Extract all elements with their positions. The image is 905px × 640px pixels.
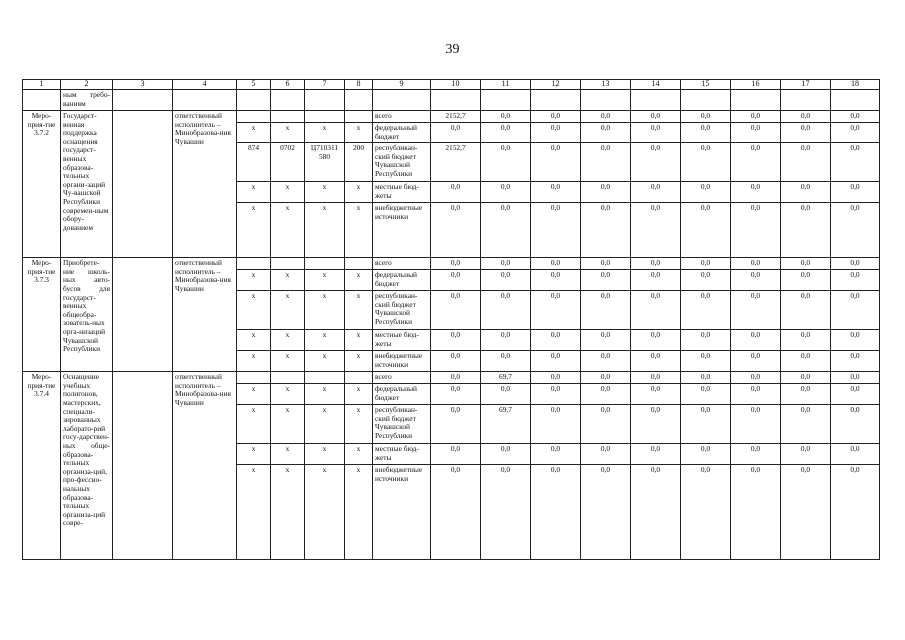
code-cell bbox=[345, 111, 373, 123]
funding-source: федеральный бюджет bbox=[373, 270, 431, 291]
measure-executor: ответственный исполнитель – Минобразова-ния Чувашии bbox=[173, 372, 237, 560]
code-cell: x bbox=[345, 291, 373, 330]
amount-cell: 0,0 bbox=[781, 123, 831, 143]
amount-cell: 0,0 bbox=[481, 291, 531, 330]
measure-name: Приобрете-ние школь-ных авто-бусов для государст-венных общеобра-зователь-ных орга-низаций Чувашской Республики bbox=[61, 258, 113, 372]
amount-cell: 0,0 bbox=[831, 270, 880, 291]
amount-cell: 0,0 bbox=[481, 351, 531, 372]
page-number: 39 bbox=[445, 42, 460, 57]
amount-cell: 0,0 bbox=[531, 270, 581, 291]
amount-cell: 0,0 bbox=[731, 351, 781, 372]
empty-cell bbox=[581, 90, 631, 111]
amount-cell: 0,0 bbox=[831, 384, 880, 405]
amount-cell: 0,0 bbox=[531, 405, 581, 444]
amount-cell: 0,0 bbox=[431, 291, 481, 330]
amount-cell: 0,0 bbox=[681, 465, 731, 560]
table-row bbox=[23, 372, 880, 384]
amount-cell: 0,0 bbox=[481, 123, 531, 143]
table-row bbox=[23, 258, 880, 270]
empty-cell bbox=[271, 90, 305, 111]
amount-cell: 0,0 bbox=[431, 123, 481, 143]
amount-cell: 0,0 bbox=[781, 351, 831, 372]
empty-cell bbox=[113, 111, 173, 258]
amount-cell: 0,0 bbox=[731, 270, 781, 291]
amount-cell: 0,0 bbox=[731, 203, 781, 258]
amount-cell: 0,0 bbox=[431, 203, 481, 258]
funding-source: федеральный бюджет bbox=[373, 123, 431, 143]
code-cell bbox=[237, 111, 271, 123]
funding-source: федеральный бюджет bbox=[373, 384, 431, 405]
funding-source: всего bbox=[373, 111, 431, 123]
code-cell: x bbox=[271, 465, 305, 560]
amount-cell: 0,0 bbox=[831, 330, 880, 351]
column-header: 2 bbox=[61, 80, 113, 90]
amount-cell: 0,0 bbox=[481, 330, 531, 351]
column-header: 13 bbox=[581, 80, 631, 90]
code-cell: x bbox=[305, 330, 345, 351]
funding-source: внебюджетные источники bbox=[373, 351, 431, 372]
empty-cell bbox=[113, 258, 173, 372]
code-cell: x bbox=[305, 405, 345, 444]
amount-cell: 0,0 bbox=[681, 270, 731, 291]
amount-cell: 0,0 bbox=[481, 258, 531, 270]
amount-cell: 0,0 bbox=[781, 270, 831, 291]
code-cell bbox=[305, 111, 345, 123]
code-cell: x bbox=[237, 405, 271, 444]
amount-cell: 0,0 bbox=[581, 123, 631, 143]
amount-cell: 0,0 bbox=[431, 182, 481, 203]
code-cell: x bbox=[345, 182, 373, 203]
amount-cell: 0,0 bbox=[831, 258, 880, 270]
amount-cell: 0,0 bbox=[431, 351, 481, 372]
amount-cell: 0,0 bbox=[531, 444, 581, 465]
amount-cell: 0,0 bbox=[581, 372, 631, 384]
amount-cell: 0,0 bbox=[531, 111, 581, 123]
amount-cell: 0,0 bbox=[731, 465, 781, 560]
code-cell: x bbox=[271, 405, 305, 444]
empty-cell bbox=[431, 90, 481, 111]
amount-cell: 0,0 bbox=[631, 270, 681, 291]
amount-cell: 0,0 bbox=[631, 111, 681, 123]
code-cell: x bbox=[305, 270, 345, 291]
code-cell: x bbox=[345, 384, 373, 405]
code-cell: x bbox=[271, 351, 305, 372]
amount-cell: 0,0 bbox=[531, 384, 581, 405]
measure-name: Оснащение учебных полигонов, мастерских, специали-зированных лаборато-рий госу-дарствен-ных обще-образова-тельных организа-ций, про-фессио-нальных образова-тельных организа-ций совре- bbox=[61, 372, 113, 560]
amount-cell: 0,0 bbox=[681, 203, 731, 258]
code-cell bbox=[305, 372, 345, 384]
amount-cell: 0,0 bbox=[531, 291, 581, 330]
amount-cell: 0,0 bbox=[631, 182, 681, 203]
amount-cell: 0,0 bbox=[531, 123, 581, 143]
code-cell bbox=[271, 372, 305, 384]
amount-cell: 0,0 bbox=[481, 143, 531, 182]
code-cell: x bbox=[305, 203, 345, 258]
amount-cell: 0,0 bbox=[631, 123, 681, 143]
amount-cell: 0,0 bbox=[481, 444, 531, 465]
column-header: 7 bbox=[305, 80, 345, 90]
code-cell bbox=[237, 258, 271, 270]
amount-cell: 0,0 bbox=[681, 111, 731, 123]
column-header: 11 bbox=[481, 80, 531, 90]
amount-cell: 0,0 bbox=[731, 258, 781, 270]
amount-cell: 0,0 bbox=[431, 258, 481, 270]
amount-cell: 0,0 bbox=[531, 203, 581, 258]
measure-code: Меро-прия-тие 3.7.3 bbox=[23, 258, 61, 372]
code-cell: x bbox=[345, 405, 373, 444]
measure-executor: ответственный исполнитель – Минобразова-ния Чувашии bbox=[173, 258, 237, 372]
code-cell: x bbox=[345, 203, 373, 258]
amount-cell: 0,0 bbox=[831, 111, 880, 123]
amount-cell: 0,0 bbox=[781, 465, 831, 560]
code-cell bbox=[271, 258, 305, 270]
amount-cell: 0,0 bbox=[631, 143, 681, 182]
amount-cell: 0,0 bbox=[581, 291, 631, 330]
code-cell: x bbox=[271, 123, 305, 143]
code-cell: x bbox=[305, 182, 345, 203]
amount-cell: 0,0 bbox=[831, 405, 880, 444]
amount-cell: 0,0 bbox=[631, 465, 681, 560]
amount-cell: 0,0 bbox=[481, 384, 531, 405]
empty-cell bbox=[237, 90, 271, 111]
table-body bbox=[23, 80, 880, 560]
code-cell: 874 bbox=[237, 143, 271, 182]
amount-cell: 0,0 bbox=[581, 384, 631, 405]
amount-cell: 0,0 bbox=[631, 405, 681, 444]
amount-cell: 0,0 bbox=[581, 143, 631, 182]
funding-source: местные бюд-жеты bbox=[373, 330, 431, 351]
amount-cell: 0,0 bbox=[781, 444, 831, 465]
amount-cell: 0,0 bbox=[631, 330, 681, 351]
amount-cell: 0,0 bbox=[831, 372, 880, 384]
funding-source: республикан-ский бюджет Чувашской Республики bbox=[373, 143, 431, 182]
amount-cell: 0,0 bbox=[831, 351, 880, 372]
code-cell: x bbox=[237, 330, 271, 351]
amount-cell: 0,0 bbox=[481, 203, 531, 258]
amount-cell: 0,0 bbox=[581, 270, 631, 291]
code-cell bbox=[271, 111, 305, 123]
amount-cell: 0,0 bbox=[681, 372, 731, 384]
amount-cell: 0,0 bbox=[831, 182, 880, 203]
amount-cell: 0,0 bbox=[431, 330, 481, 351]
code-cell: x bbox=[237, 351, 271, 372]
funding-source: внебюджетные источники bbox=[373, 465, 431, 560]
amount-cell: 0,0 bbox=[831, 143, 880, 182]
measure-executor: ответственный исполнитель – Минобразова-ния Чувашии bbox=[173, 111, 237, 258]
amount-cell: 0,0 bbox=[731, 182, 781, 203]
code-cell: x bbox=[271, 182, 305, 203]
amount-cell: 0,0 bbox=[831, 444, 880, 465]
empty-cell bbox=[481, 90, 531, 111]
code-cell: x bbox=[271, 203, 305, 258]
amount-cell: 0,0 bbox=[681, 291, 731, 330]
amount-cell: 0,0 bbox=[731, 330, 781, 351]
code-cell: x bbox=[237, 270, 271, 291]
amount-cell: 0,0 bbox=[781, 330, 831, 351]
code-cell: x bbox=[237, 123, 271, 143]
amount-cell: 2152,7 bbox=[431, 143, 481, 182]
column-header: 10 bbox=[431, 80, 481, 90]
amount-cell: 0,0 bbox=[681, 143, 731, 182]
amount-cell: 0,0 bbox=[781, 372, 831, 384]
amount-cell: 0,0 bbox=[431, 444, 481, 465]
amount-cell: 0,0 bbox=[731, 444, 781, 465]
code-cell: x bbox=[271, 291, 305, 330]
table-row bbox=[23, 111, 880, 123]
amount-cell: 0,0 bbox=[681, 351, 731, 372]
code-cell: x bbox=[237, 444, 271, 465]
code-cell: x bbox=[345, 270, 373, 291]
code-cell: x bbox=[237, 384, 271, 405]
empty-cell bbox=[681, 90, 731, 111]
measure-name: Государст-венная поддержка оснащения государст-венных образова-тельных органи-заций Чу-вашской Республики современ-ным обору-дованием bbox=[61, 111, 113, 258]
code-cell: x bbox=[271, 270, 305, 291]
amount-cell: 0,0 bbox=[481, 182, 531, 203]
column-header: 12 bbox=[531, 80, 581, 90]
amount-cell: 0,0 bbox=[631, 203, 681, 258]
empty-cell bbox=[113, 90, 173, 111]
amount-cell: 0,0 bbox=[531, 143, 581, 182]
amount-cell: 0,0 bbox=[631, 372, 681, 384]
amount-cell: 0,0 bbox=[581, 444, 631, 465]
code-cell: x bbox=[305, 291, 345, 330]
amount-cell: 0,0 bbox=[581, 111, 631, 123]
code-cell bbox=[305, 258, 345, 270]
header-row bbox=[23, 80, 880, 90]
amount-cell: 0,0 bbox=[531, 372, 581, 384]
amount-cell: 0,0 bbox=[731, 372, 781, 384]
code-cell bbox=[237, 372, 271, 384]
empty-cell bbox=[531, 90, 581, 111]
funding-source: местные бюд-жеты bbox=[373, 182, 431, 203]
column-header: 3 bbox=[113, 80, 173, 90]
column-header: 5 bbox=[237, 80, 271, 90]
amount-cell: 0,0 bbox=[731, 384, 781, 405]
code-cell: 200 bbox=[345, 143, 373, 182]
amount-cell: 0,0 bbox=[481, 111, 531, 123]
empty-cell bbox=[731, 90, 781, 111]
funding-source: местные бюд-жеты bbox=[373, 444, 431, 465]
column-header: 16 bbox=[731, 80, 781, 90]
amount-cell: 0,0 bbox=[681, 182, 731, 203]
empty-cell bbox=[631, 90, 681, 111]
amount-cell: 0,0 bbox=[431, 384, 481, 405]
column-header: 1 bbox=[23, 80, 61, 90]
column-header: 4 bbox=[173, 80, 237, 90]
code-cell: x bbox=[237, 203, 271, 258]
amount-cell: 2152,7 bbox=[431, 111, 481, 123]
measure-name-continued: ным требо-ваниям bbox=[61, 90, 113, 111]
funding-source: всего bbox=[373, 372, 431, 384]
amount-cell: 0,0 bbox=[681, 330, 731, 351]
amount-cell: 0,0 bbox=[431, 372, 481, 384]
column-header: 9 bbox=[373, 80, 431, 90]
code-cell: x bbox=[237, 182, 271, 203]
column-header: 15 bbox=[681, 80, 731, 90]
amount-cell: 0,0 bbox=[731, 291, 781, 330]
amount-cell: 0,0 bbox=[781, 111, 831, 123]
amount-cell: 0,0 bbox=[431, 405, 481, 444]
budget-table bbox=[22, 79, 880, 560]
amount-cell: 0,0 bbox=[631, 291, 681, 330]
code-cell: x bbox=[271, 384, 305, 405]
amount-cell: 0,0 bbox=[581, 465, 631, 560]
amount-cell: 0,0 bbox=[781, 143, 831, 182]
amount-cell: 0,0 bbox=[531, 330, 581, 351]
amount-cell: 0,0 bbox=[681, 384, 731, 405]
amount-cell: 0,0 bbox=[531, 258, 581, 270]
amount-cell: 0,0 bbox=[731, 111, 781, 123]
amount-cell: 0,0 bbox=[781, 405, 831, 444]
amount-cell: 0,0 bbox=[631, 258, 681, 270]
amount-cell: 0,0 bbox=[731, 405, 781, 444]
code-cell: x bbox=[345, 123, 373, 143]
funding-source: республикан-ский бюджет Чувашской Республики bbox=[373, 405, 431, 444]
amount-cell: 0,0 bbox=[831, 203, 880, 258]
amount-cell: 0,0 bbox=[581, 351, 631, 372]
empty-cell bbox=[23, 90, 61, 111]
amount-cell: 0,0 bbox=[581, 330, 631, 351]
amount-cell: 0,0 bbox=[731, 143, 781, 182]
empty-cell bbox=[831, 90, 880, 111]
amount-cell: 0,0 bbox=[781, 182, 831, 203]
amount-cell: 0,0 bbox=[581, 405, 631, 444]
code-cell: x bbox=[305, 444, 345, 465]
empty-cell bbox=[173, 90, 237, 111]
amount-cell: 69,7 bbox=[481, 372, 531, 384]
code-cell: Ц710311 580 bbox=[305, 143, 345, 182]
column-header: 17 bbox=[781, 80, 831, 90]
amount-cell: 69,7 bbox=[481, 405, 531, 444]
code-cell: x bbox=[345, 351, 373, 372]
funding-source: внебюджетные источники bbox=[373, 203, 431, 258]
code-cell: 0702 bbox=[271, 143, 305, 182]
code-cell: x bbox=[237, 465, 271, 560]
amount-cell: 0,0 bbox=[631, 384, 681, 405]
column-header: 8 bbox=[345, 80, 373, 90]
funding-source: республикан-ский бюджет Чувашской Республики bbox=[373, 291, 431, 330]
amount-cell: 0,0 bbox=[481, 465, 531, 560]
amount-cell: 0,0 bbox=[681, 123, 731, 143]
code-cell: x bbox=[271, 330, 305, 351]
continuation-row bbox=[23, 90, 880, 111]
code-cell: x bbox=[237, 291, 271, 330]
empty-cell bbox=[373, 90, 431, 111]
empty-cell bbox=[345, 90, 373, 111]
amount-cell: 0,0 bbox=[831, 291, 880, 330]
code-cell: x bbox=[345, 465, 373, 560]
code-cell: x bbox=[345, 330, 373, 351]
amount-cell: 0,0 bbox=[431, 270, 481, 291]
amount-cell: 0,0 bbox=[831, 465, 880, 560]
amount-cell: 0,0 bbox=[581, 182, 631, 203]
column-header: 6 bbox=[271, 80, 305, 90]
amount-cell: 0,0 bbox=[531, 465, 581, 560]
column-header: 14 bbox=[631, 80, 681, 90]
measure-code: Меро-прия-тие 3.7.2 bbox=[23, 111, 61, 258]
amount-cell: 0,0 bbox=[681, 258, 731, 270]
code-cell: x bbox=[305, 465, 345, 560]
amount-cell: 0,0 bbox=[581, 203, 631, 258]
amount-cell: 0,0 bbox=[781, 291, 831, 330]
amount-cell: 0,0 bbox=[531, 182, 581, 203]
code-cell: x bbox=[305, 351, 345, 372]
amount-cell: 0,0 bbox=[681, 444, 731, 465]
amount-cell: 0,0 bbox=[681, 405, 731, 444]
code-cell bbox=[345, 372, 373, 384]
funding-source: всего bbox=[373, 258, 431, 270]
amount-cell: 0,0 bbox=[631, 444, 681, 465]
amount-cell: 0,0 bbox=[831, 123, 880, 143]
code-cell: x bbox=[345, 444, 373, 465]
code-cell: x bbox=[271, 444, 305, 465]
empty-cell bbox=[781, 90, 831, 111]
amount-cell: 0,0 bbox=[781, 384, 831, 405]
amount-cell: 0,0 bbox=[531, 351, 581, 372]
amount-cell: 0,0 bbox=[731, 123, 781, 143]
empty-cell bbox=[305, 90, 345, 111]
measure-code: Меро-прия-тие 3.7.4 bbox=[23, 372, 61, 560]
amount-cell: 0,0 bbox=[581, 258, 631, 270]
amount-cell: 0,0 bbox=[631, 351, 681, 372]
code-cell bbox=[345, 258, 373, 270]
amount-cell: 0,0 bbox=[781, 203, 831, 258]
amount-cell: 0,0 bbox=[431, 465, 481, 560]
code-cell: x bbox=[305, 384, 345, 405]
amount-cell: 0,0 bbox=[781, 258, 831, 270]
code-cell: x bbox=[305, 123, 345, 143]
empty-cell bbox=[113, 372, 173, 560]
column-header: 18 bbox=[831, 80, 880, 90]
amount-cell: 0,0 bbox=[481, 270, 531, 291]
